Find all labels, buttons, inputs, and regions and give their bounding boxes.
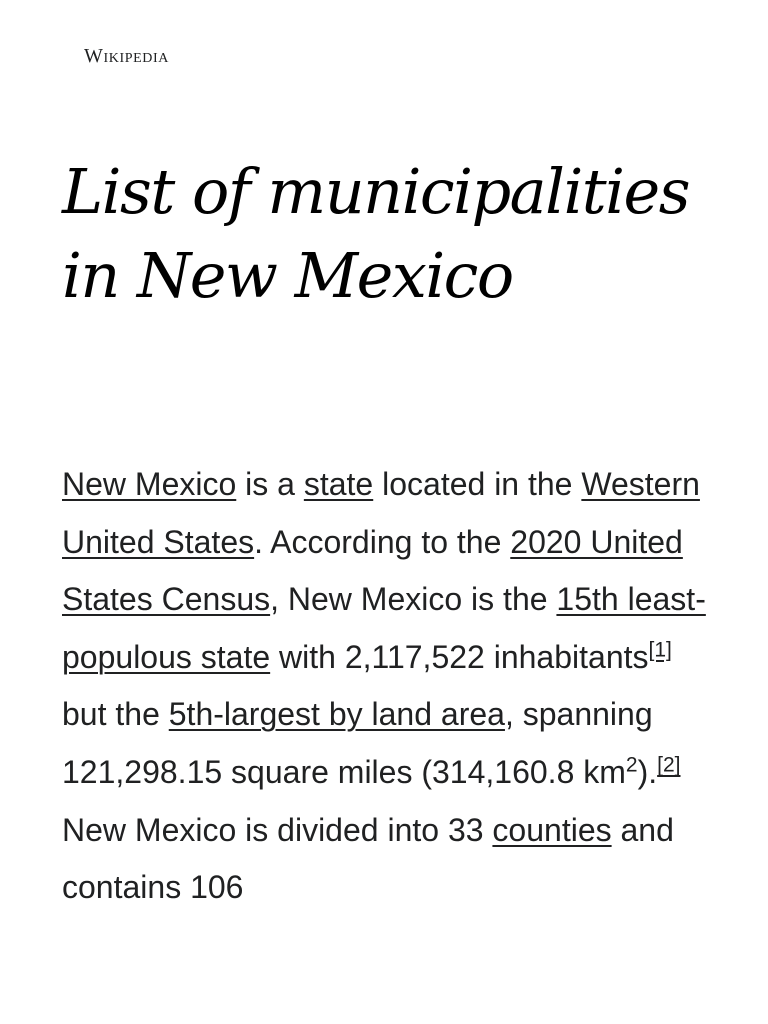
reference-1 bbox=[649, 638, 672, 661]
intro-text: located in the bbox=[373, 466, 582, 502]
link-5th-largest[interactable]: 5th-largest by land area bbox=[168, 696, 505, 733]
link-western[interactable]: Western bbox=[581, 466, 700, 502]
page-title: List of municipalities in New Mexico bbox=[62, 155, 690, 312]
reference-1-link[interactable]: [1] bbox=[648, 638, 672, 662]
intro-text: with 2,117,522 inhabitants bbox=[270, 638, 649, 675]
intro-text: , New Mexico is the bbox=[270, 581, 557, 618]
intro-text: . According to the bbox=[254, 523, 511, 560]
link-new-mexico[interactable]: New Mexico bbox=[62, 466, 237, 502]
link-counties[interactable]: counties bbox=[492, 811, 612, 848]
reference-2 bbox=[657, 753, 680, 776]
superscript-2: 2 bbox=[625, 753, 638, 777]
wikipedia-wordmark[interactable]: Wikipedia bbox=[84, 45, 169, 67]
reference-2-link[interactable]: [2] bbox=[657, 753, 681, 777]
intro-text: but the bbox=[62, 696, 169, 733]
intro-text: ). bbox=[637, 753, 658, 790]
link-15th-least-populous[interactable]: 15th least-populous state bbox=[62, 581, 706, 675]
link-state[interactable]: state bbox=[303, 466, 374, 502]
intro-text: , spanning 121,298.15 square miles (314,160.8 km bbox=[62, 696, 653, 790]
link-united-states[interactable]: United States bbox=[62, 523, 255, 560]
intro-text: is a bbox=[236, 466, 304, 502]
link-2020-census[interactable]: 2020 United States Census bbox=[62, 523, 683, 618]
intro-paragraph bbox=[62, 456, 722, 917]
intro-text: New Mexico is divided into 33 bbox=[62, 811, 493, 848]
intro-text: and contains 106 bbox=[62, 811, 674, 906]
